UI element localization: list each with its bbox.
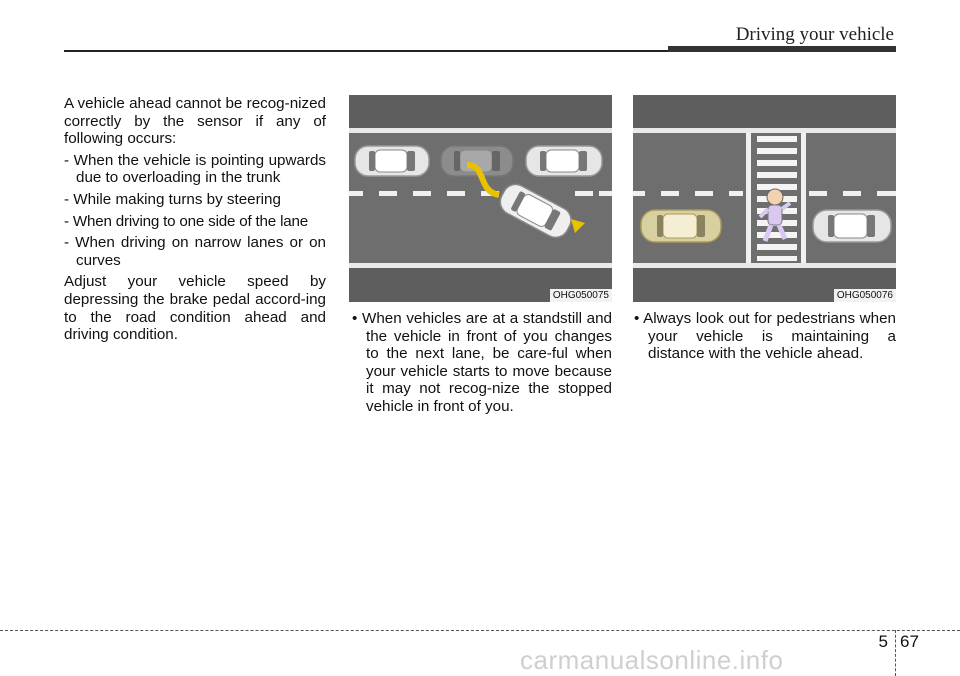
pedestrian-crossing-illustration — [633, 95, 896, 302]
pedestrian-caution-bullet: • Always look out for pedestrians when your vehicle is maintaining a distance with the vehicle ahead. — [634, 310, 896, 363]
standstill-caution-bullet: • When vehicles are at a standstill and the vehicle in front of you changes to the next lane, be care-ful when your vehicle starts to move because it may not recog-nize the stopped vehicle in front of you. — [352, 310, 612, 415]
condition-item: - When driving to one side of the lane — [64, 212, 308, 230]
road-lane-change-graphic — [349, 95, 612, 302]
chapter-number: 5 — [878, 632, 888, 651]
car-icon — [813, 210, 891, 242]
middle-column — [352, 310, 612, 416]
intro-paragraph: A vehicle ahead cannot be recog-nized correctly by the sensor if any of following occurs: — [64, 95, 326, 148]
page-number: 67 — [900, 632, 919, 651]
watermark-text: carmanualsonline.info — [520, 645, 784, 675]
left-column — [64, 95, 326, 348]
right-column — [634, 310, 896, 363]
condition-item: - While making turns by steering — [64, 190, 281, 208]
page-header-title: Driving your vehicle — [735, 24, 894, 45]
road-crosswalk-graphic — [633, 95, 896, 302]
header-rule — [64, 50, 668, 52]
condition-item: - When driving on narrow lanes or on curves — [64, 234, 326, 269]
header-rule-accent — [668, 46, 896, 52]
footer-divider — [895, 630, 896, 676]
car-icon — [641, 210, 721, 242]
condition-item: - When the vehicle is pointing upwards due to overloading in the trunk — [64, 151, 326, 187]
car-icon — [526, 146, 602, 176]
lane-change-illustration — [349, 95, 612, 302]
figure-code: OHG050075 — [550, 289, 612, 302]
footer-rule — [0, 630, 960, 631]
figure-code: OHG050076 — [834, 289, 896, 302]
closing-paragraph: Adjust your vehicle speed by depressing the brake pedal accord-ing to the road condition ahead and driving condition. — [64, 273, 326, 344]
car-icon — [355, 146, 429, 176]
